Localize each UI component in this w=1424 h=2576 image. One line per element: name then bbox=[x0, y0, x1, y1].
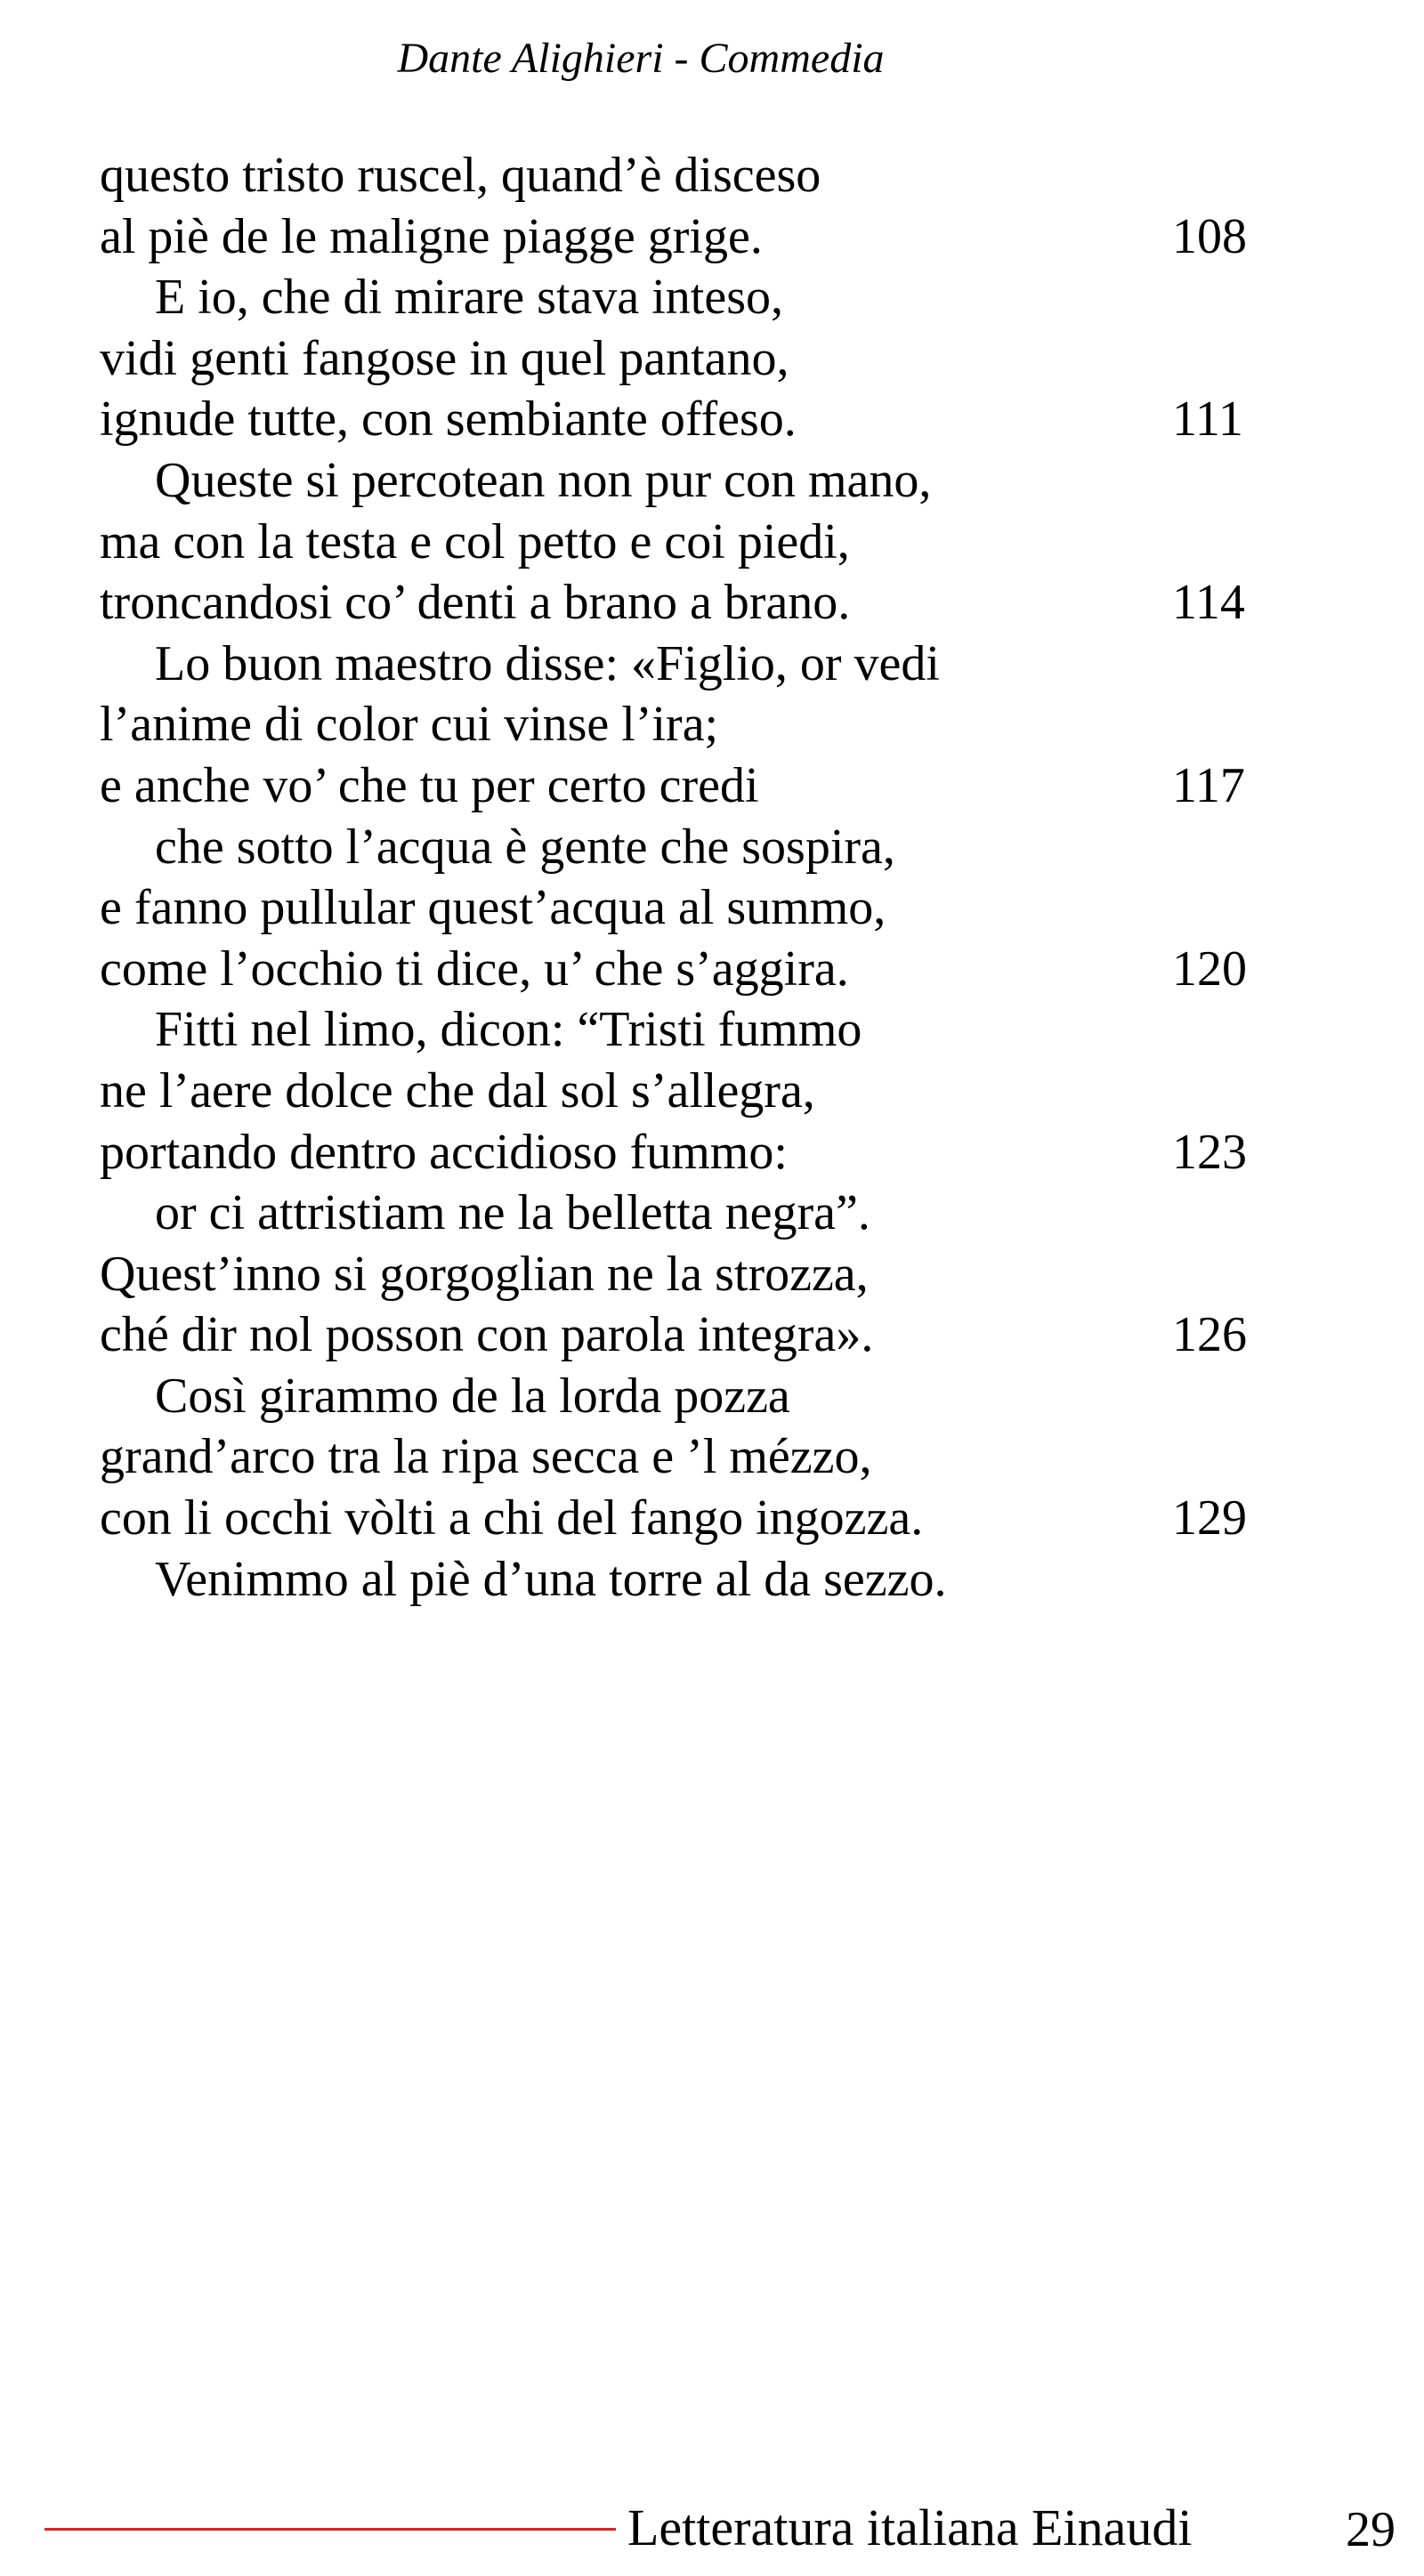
verse-text: E io, che di mirare stava inteso, bbox=[155, 270, 783, 326]
verse-text: con li occhi vòlti a chi del fango ingozza. bbox=[100, 1490, 924, 1546]
verse-line bbox=[100, 817, 1257, 878]
verse-line bbox=[100, 755, 1257, 817]
verse-line bbox=[100, 512, 1257, 573]
verse-line bbox=[100, 1426, 1257, 1488]
verse-text: Lo buon maestro disse: «Figlio, or vedi bbox=[155, 635, 940, 691]
verse-text: e fanno pullular quest’acqua al summo, bbox=[100, 880, 886, 936]
verse-line bbox=[100, 1061, 1257, 1122]
verse-line bbox=[100, 450, 1257, 512]
verse-number: 123 bbox=[1172, 1124, 1247, 1180]
verse-text: questo tristo ruscel, quand’è disceso bbox=[100, 148, 821, 203]
verse-line bbox=[100, 1366, 1257, 1427]
verse-text: Fitti nel limo, dicon: “Tristi fummo bbox=[155, 1002, 862, 1058]
verse-number: 111 bbox=[1172, 392, 1243, 448]
verse-text: l’anime di color cui vinse l’ira; bbox=[100, 697, 719, 753]
verse-number: 108 bbox=[1172, 208, 1247, 264]
verse-line bbox=[100, 634, 1257, 695]
verse-text: Così girammo de la lorda pozza bbox=[155, 1368, 790, 1424]
verse-line bbox=[100, 1304, 1257, 1366]
running-title: Dante Alighieri - Commedia bbox=[397, 35, 885, 82]
verse-line bbox=[100, 939, 1257, 1000]
verse-line bbox=[100, 1488, 1257, 1549]
poem-text bbox=[100, 145, 1257, 1610]
verse-text: Queste si percotean non pur con mano, bbox=[155, 452, 932, 508]
verse-text: ne l’aere dolce che dal sol s’allegra, bbox=[100, 1062, 815, 1118]
verse-line bbox=[100, 206, 1257, 268]
verse-line bbox=[100, 999, 1257, 1061]
verse-line bbox=[100, 1244, 1257, 1305]
verse-number: 126 bbox=[1172, 1307, 1247, 1363]
verse-line bbox=[100, 389, 1257, 450]
page-number: 29 bbox=[1346, 2502, 1396, 2557]
verse-number: 120 bbox=[1172, 941, 1247, 997]
verse-text: vidi genti fangose in quel pantano, bbox=[100, 330, 789, 386]
verse-text: or ci attristiam ne la belletta negra”. bbox=[155, 1185, 870, 1241]
verse-text: che sotto l’acqua è gente che sospira, bbox=[155, 819, 895, 875]
verse-line bbox=[100, 572, 1257, 634]
verse-line bbox=[100, 145, 1257, 206]
verse-text: ignude tutte, con sembiante offeso. bbox=[100, 392, 797, 448]
verse-text: Venimmo al piè d’una torre al da sezzo. bbox=[155, 1551, 947, 1607]
verse-number: 117 bbox=[1172, 757, 1245, 813]
verse-line bbox=[100, 877, 1257, 939]
verse-line bbox=[100, 1549, 1257, 1611]
footer-rule bbox=[44, 2528, 616, 2531]
verse-text: ché dir nol posson con parola integra». bbox=[100, 1307, 874, 1363]
verse-line bbox=[100, 328, 1257, 390]
verse-text: e anche vo’ che tu per certo credi bbox=[100, 757, 759, 813]
verse-line bbox=[100, 267, 1257, 328]
verse-text: come l’occhio ti dice, u’ che s’aggira. bbox=[100, 941, 849, 997]
verse-line bbox=[100, 1122, 1257, 1183]
verse-text: portando dentro accidioso fummo: bbox=[100, 1124, 788, 1180]
verse-text: al piè de le maligne piagge grige. bbox=[100, 208, 763, 264]
verse-text: ma con la testa e col petto e coi piedi, bbox=[100, 513, 850, 569]
verse-text: Quest’inno si gorgoglian ne la strozza, bbox=[100, 1246, 869, 1302]
verse-line bbox=[100, 694, 1257, 755]
footer-publisher: Letteratura italiana Einaudi bbox=[627, 2499, 1193, 2556]
verse-number: 114 bbox=[1172, 575, 1245, 631]
verse-text: grand’arco tra la ripa secca e ’l mézzo, bbox=[100, 1429, 872, 1485]
verse-number: 129 bbox=[1172, 1490, 1247, 1546]
verse-text: troncandosi co’ denti a brano a brano. bbox=[100, 575, 851, 631]
verse-line bbox=[100, 1183, 1257, 1244]
